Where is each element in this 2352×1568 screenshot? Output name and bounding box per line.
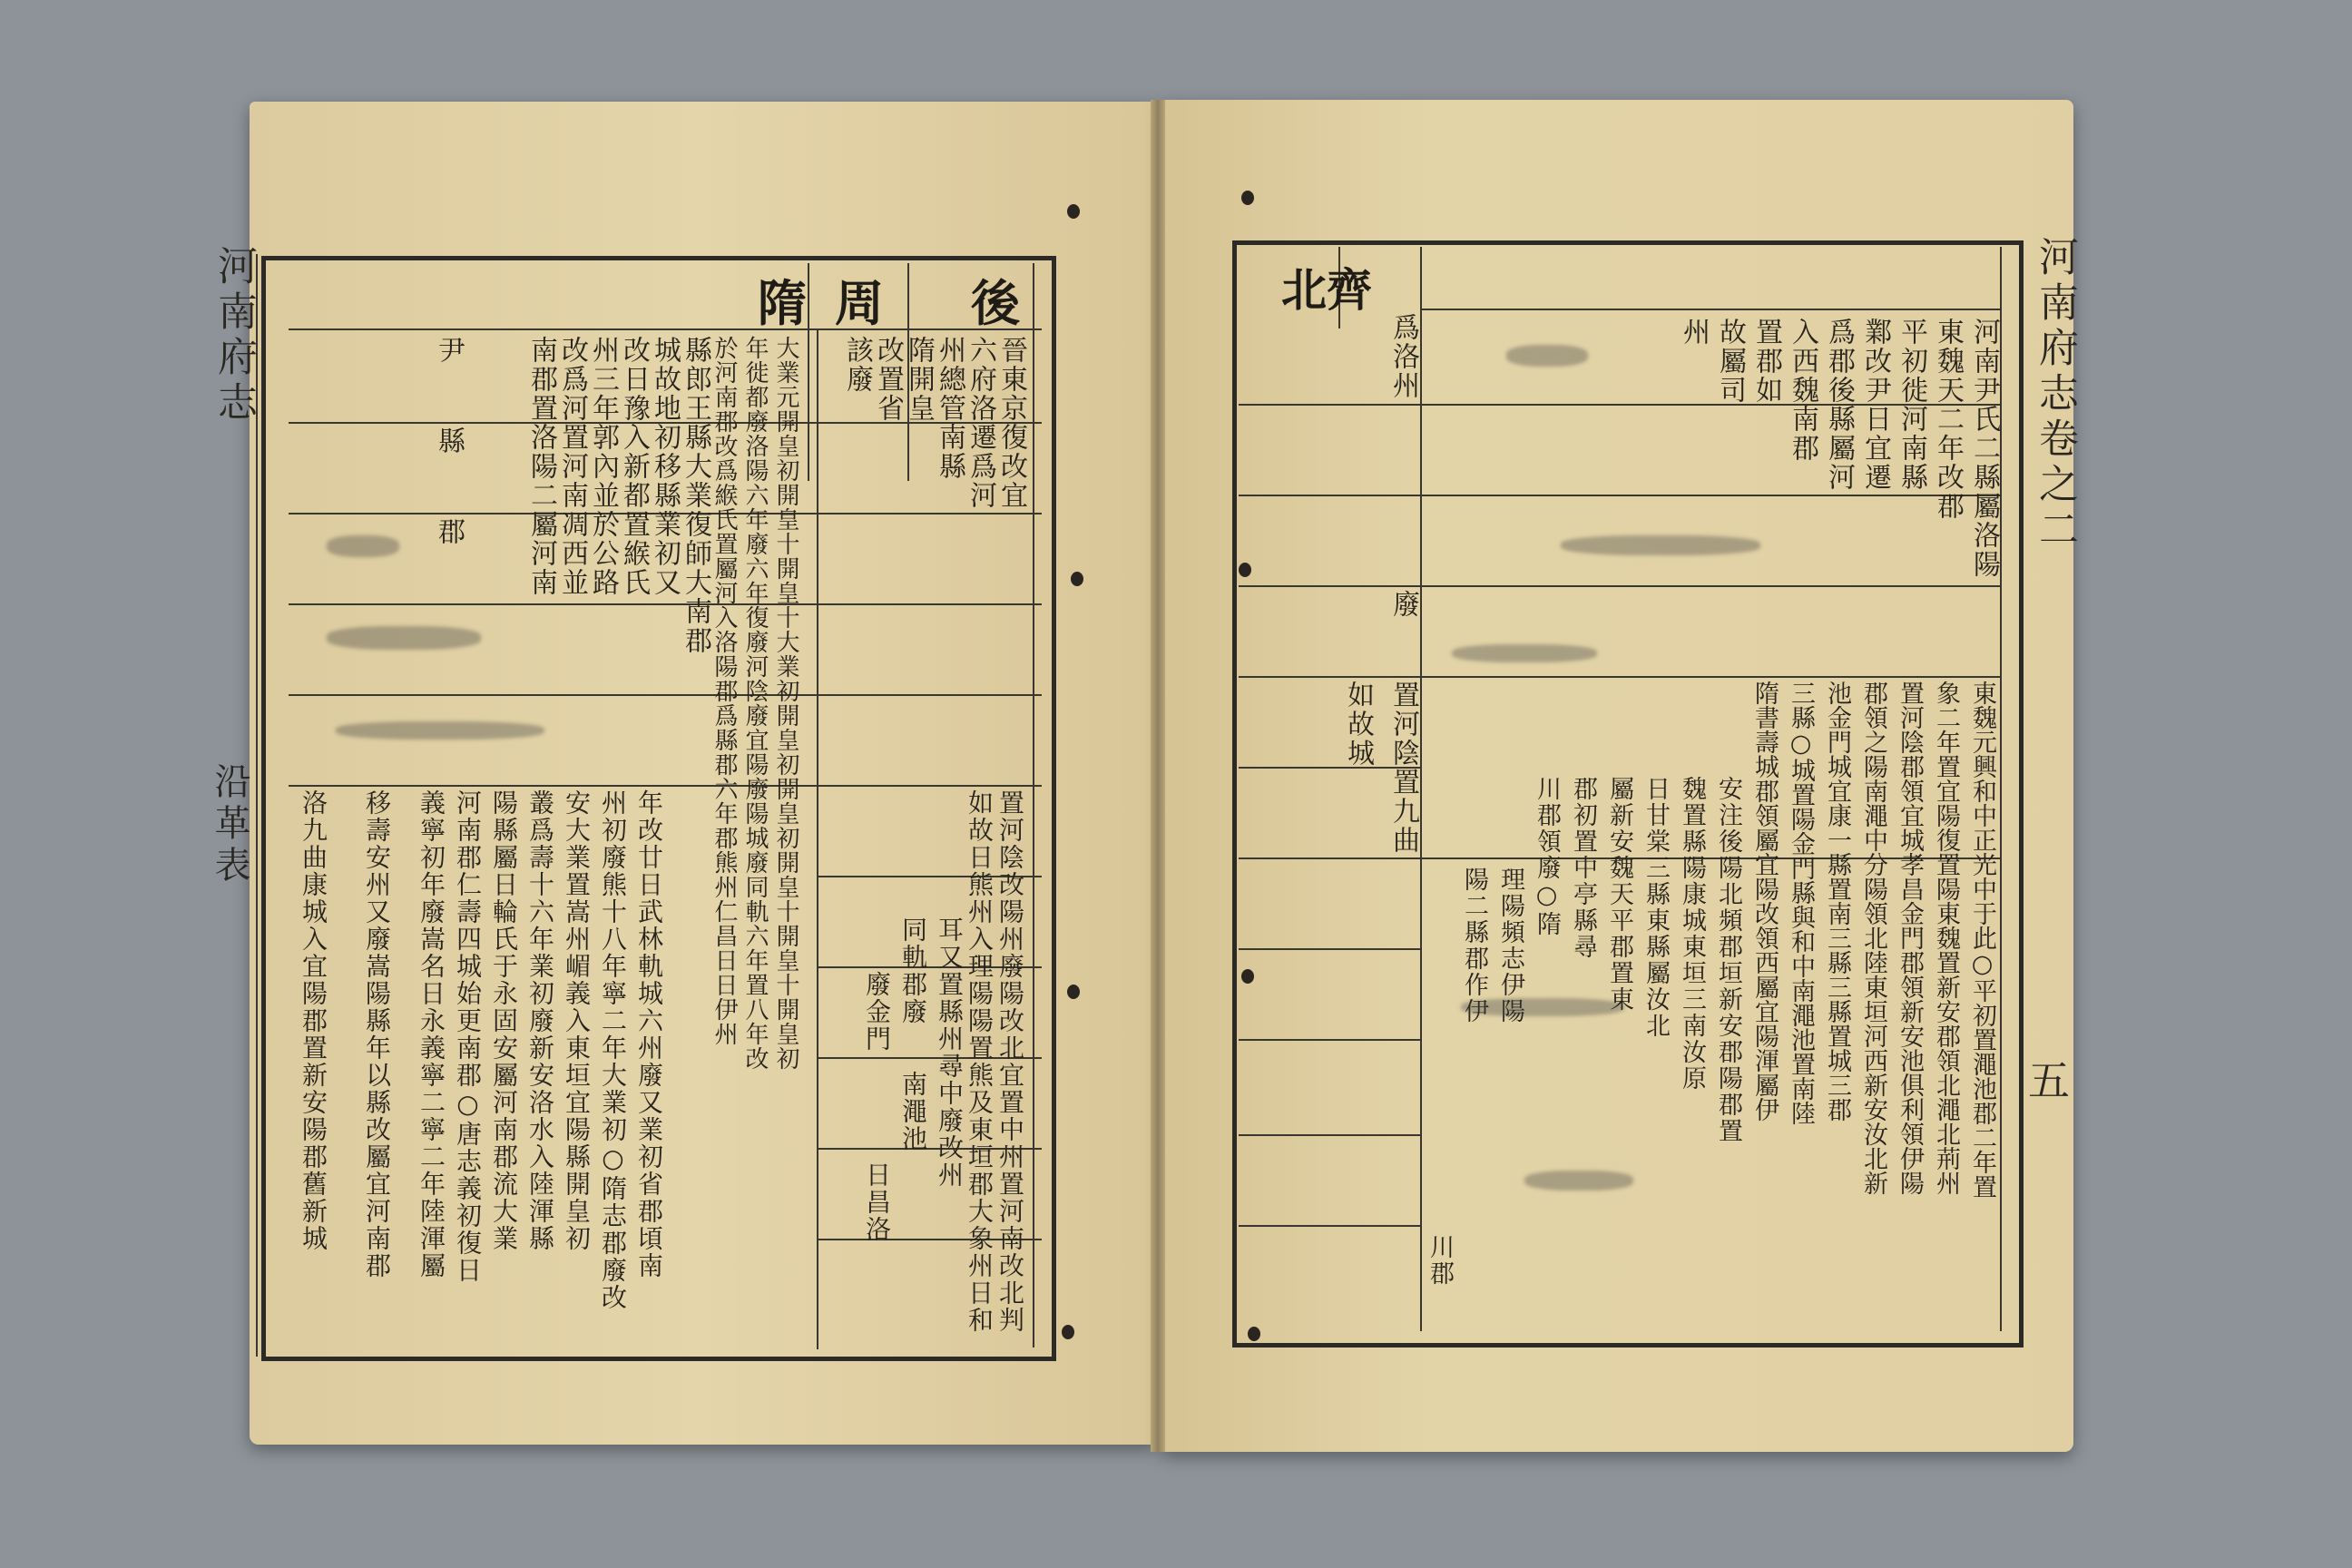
- text-column: 大業元開皇初開皇十開皇十大業初開皇初開皇初開皇十開皇十開皇初: [772, 336, 799, 1071]
- text-column: 州總管南縣: [934, 336, 965, 481]
- text-column: 改日豫入新都置緱氏: [618, 336, 650, 597]
- text-column: 州三年郭內並於公路: [587, 336, 619, 597]
- text-column: 郡領之陽南澠中分陽領北陸東垣河西新安汝北新: [1859, 681, 1887, 1195]
- text-column: 陽二縣郡作伊: [1460, 867, 1488, 1024]
- text-column: 洛九曲康城入宜陽郡置新安陽郡舊新城: [299, 789, 328, 1252]
- text-column: 叢爲壽十六年業初廢新安洛水入陸渾縣: [525, 789, 555, 1252]
- header-zhou: 周: [835, 274, 884, 332]
- text-column: 置河陰郡領宜城孝昌金門郡領新安池俱利領伊陽: [1896, 681, 1924, 1195]
- ink-smudge: [327, 535, 399, 557]
- right-column-divider: [1420, 247, 1422, 1331]
- text-column: 改置省: [872, 336, 904, 423]
- ink-smudge: [1524, 1171, 1633, 1191]
- text-column: 東魏天二年改郡: [1932, 318, 1964, 521]
- ink-smudge: [1452, 644, 1597, 662]
- text-column: 爲洛州: [1387, 313, 1419, 400]
- right-row-rule: [1239, 1225, 1420, 1227]
- header-sui: 隋: [758, 274, 807, 332]
- text-column: 陽縣屬日輪氏于永固安屬河南郡流大業: [489, 789, 519, 1252]
- text-column: 平初徙河南縣: [1896, 318, 1927, 492]
- text-column: 如故日熊州入理陽陽置熊及東垣郡大象州日和: [965, 789, 995, 1334]
- text-column: 池金門城宜康一縣置南三縣三縣置城三郡: [1823, 681, 1851, 1122]
- text-column: 改爲河置河南凋西並: [556, 336, 588, 597]
- left-header-rule: [289, 328, 1042, 330]
- right-margin-title: 河南府志卷之二: [2032, 236, 2078, 554]
- left-header-divider: [808, 263, 809, 481]
- text-column: 置河陰置九曲: [1387, 681, 1419, 855]
- text-column: 東魏元興和中正光中于此○平初置澠池郡二年置: [1968, 681, 1996, 1199]
- right-row-rule: [1239, 948, 1420, 950]
- right-inner-border: [2000, 247, 2002, 1331]
- text-column: 川郡領廢○隋: [1533, 776, 1561, 937]
- ink-smudge: [327, 626, 481, 650]
- text-column: 該廢: [841, 336, 873, 394]
- right-row-rule: [1239, 585, 2001, 587]
- text-column: 故屬司: [1714, 318, 1746, 405]
- binding-hole: [1062, 1325, 1074, 1339]
- text-column: 三縣○城置陽金門縣與和中南澠池置南陸: [1787, 681, 1815, 1125]
- text-column: 置郡如: [1750, 318, 1782, 405]
- text-column: 象二年置宜陽復置陽東魏置新安郡領北澠北荊州: [1932, 681, 1960, 1195]
- text-column: 隋書壽城郡領屬宜陽改領西屬宜陽渾屬伊: [1750, 681, 1779, 1122]
- binding-hole: [1071, 572, 1083, 586]
- text-column: 晉東京復改宜: [995, 336, 1027, 510]
- text-column: 鄴改尹日宜遷: [1859, 318, 1891, 492]
- text-column: 城故地初移縣業初又: [649, 336, 681, 597]
- text-column: 入西魏南郡: [1787, 318, 1818, 463]
- text-column: 耳又置縣州尋中廢改州: [935, 916, 965, 1189]
- right-row-rule: [1239, 495, 2001, 496]
- text-column: 同軌郡廢: [898, 916, 928, 1025]
- text-column: 日甘棠三縣東縣屬汝北: [1642, 776, 1670, 1039]
- binding-hole: [1067, 985, 1080, 999]
- text-column: 隋開皇: [903, 336, 935, 423]
- text-column: 安注後陽北頻郡垣新安郡陽郡置: [1714, 776, 1742, 1144]
- text-column: 年徙都廢洛陽六年廢六年復廢河陰廢宜陽廢陽城廢同軌六年置八年改: [741, 336, 769, 1071]
- text-column: 安大業置嵩州嵋義入東垣宜陽縣開皇初: [562, 789, 592, 1252]
- left-row-rule: [289, 603, 1042, 605]
- right-row-rule: [1239, 1039, 1420, 1041]
- right-header-rule: [1420, 309, 2001, 310]
- text-column: 爲郡後縣屬河: [1823, 318, 1855, 492]
- text-column: 南澠池: [898, 1071, 928, 1152]
- binding-hole: [1241, 191, 1254, 205]
- ink-smudge: [1506, 345, 1588, 367]
- text-column: 理陽頻志伊陽: [1496, 867, 1524, 1024]
- text-column: 廢: [1387, 590, 1419, 619]
- text-column: 如故城: [1342, 681, 1374, 768]
- header-northern-qi: 北齊: [1281, 263, 1372, 317]
- text-column: 日昌洛: [862, 1161, 892, 1243]
- text-column: 魏置縣陽康城東垣三南汝原: [1678, 776, 1706, 1092]
- book-gutter: [1151, 100, 1165, 1452]
- left-margin-title: 河南府志: [211, 245, 257, 426]
- text-column: 河南郡仁壽四城始更南郡○唐志義初復日: [453, 789, 483, 1284]
- right-row-rule: [1239, 1134, 1420, 1136]
- header-later-zhou: 後: [971, 274, 1020, 332]
- left-row-rule: [289, 785, 1042, 787]
- text-column: 州: [1678, 318, 1710, 347]
- left-column-divider: [817, 328, 818, 1349]
- text-column: 於河南郡改爲緱氏置屬河入洛陽郡爲縣郡六年郡熊州仁昌日日伊州: [710, 336, 738, 1046]
- left-section-title: 沿革表: [209, 762, 250, 887]
- text-column: 河南尹氏二縣屬洛陽: [1968, 318, 2000, 579]
- text-column: 郡初置中亭縣尋: [1569, 776, 1597, 960]
- ink-smudge: [1461, 998, 1624, 1016]
- right-row-rule: [1239, 676, 2001, 678]
- binding-hole: [1067, 204, 1080, 219]
- text-column: 年改廿日武林軌城六州廢又業初省郡頃南: [634, 789, 664, 1279]
- left-row-rule: [289, 694, 1042, 696]
- text-column: 廢金門: [862, 971, 892, 1053]
- ink-smudge: [1561, 535, 1760, 555]
- label-xian: 縣: [433, 426, 465, 456]
- text-column: 六府洛遷爲河: [965, 336, 996, 510]
- left-inner-border: [1033, 263, 1034, 1348]
- text-column: 川郡: [1426, 1234, 1454, 1287]
- text-column: 南郡置洛陽二屬河南: [525, 336, 557, 597]
- text-column: 義寧初年廢嵩名日永義寧二寧二年陸渾屬: [416, 789, 446, 1279]
- text-column: 屬新安魏天平郡置東: [1605, 776, 1633, 1013]
- label-yin: 尹: [433, 336, 465, 365]
- text-column: 縣郎王縣大業復師大南郡: [680, 336, 711, 655]
- text-column: 移壽安州又廢嵩陽縣年以縣改屬宜河南郡: [362, 789, 392, 1279]
- page-number: 五: [2028, 1056, 2070, 1105]
- text-column: 州初廢熊十八年寧二年大業初○隋志郡廢改: [598, 789, 628, 1311]
- label-jun: 郡: [433, 517, 465, 546]
- ink-smudge: [336, 721, 544, 740]
- text-column: 置河陰改陽州廢陽改北宜置中州置河南改北判: [995, 789, 1025, 1334]
